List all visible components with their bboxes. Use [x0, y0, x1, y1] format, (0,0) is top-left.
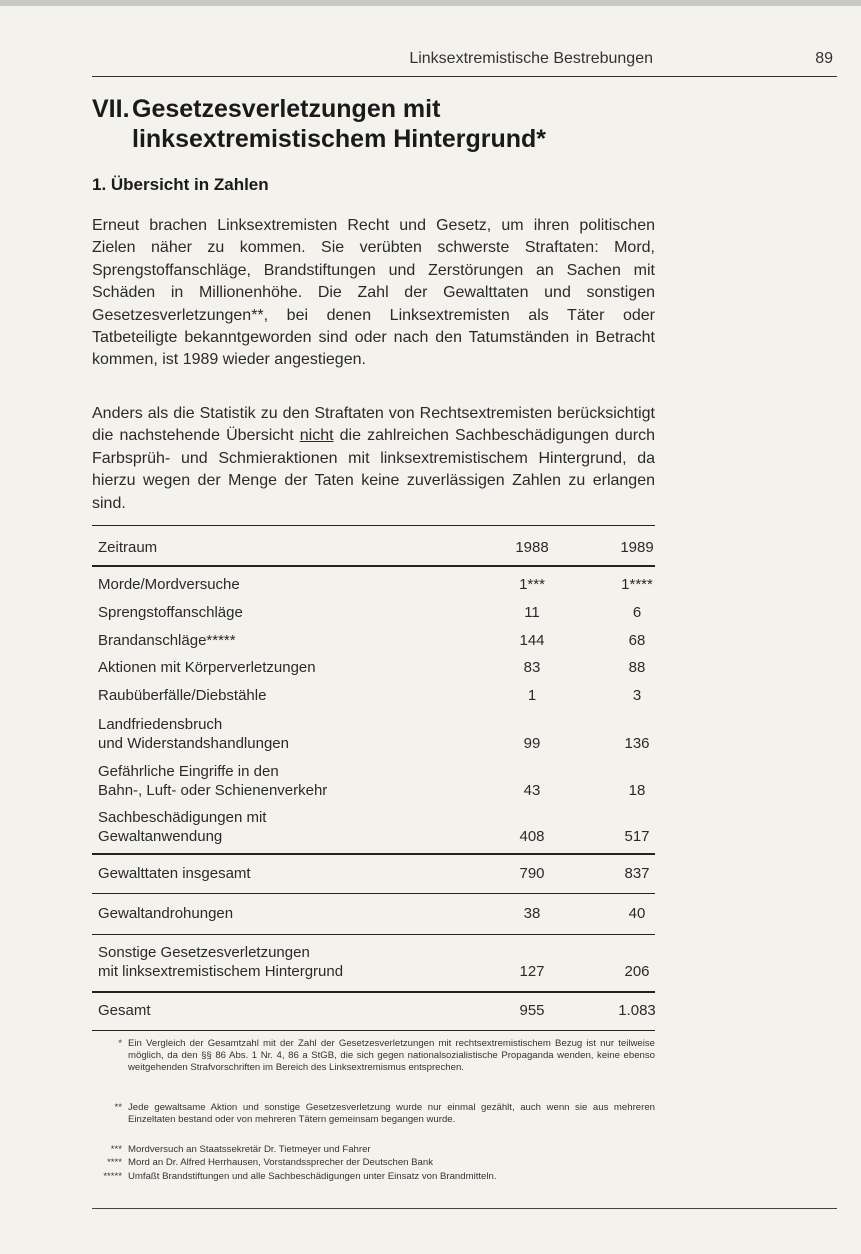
table-cell-1988: 1***	[519, 576, 545, 593]
footnote-text: Mord an Dr. Alfred Herrhausen, Vorstandssprecher der Deutschen Bank	[128, 1157, 434, 1168]
table-cell-1989: 40	[628, 905, 646, 922]
table-cell-1989: 68	[628, 632, 646, 649]
table-row-label: Gefährliche Eingriffe in den Bahn-, Luft- oder Schienenverkehr	[98, 763, 328, 799]
table-cell-1989: 3	[632, 687, 642, 704]
table-row-label: Gewaltandrohungen	[98, 905, 234, 922]
paragraph-scope-emphasis: nicht	[299, 427, 334, 445]
footnote-text: Ein Vergleich der Gesamtzahl mit der Zahl der Gesetzesverletzungen mit rechtsextremistischem Bezug ist nur teilweise möglich, da den §§ 86 Abs. 1 Nr. 4, 86 a StGB, die sich gegen nationalsozialistische Propaganda wenden, keine ebenso weitgehenden Strafvorschriften im Bereich des Linksextremismus entsprechen.	[128, 1038, 655, 1073]
table-rule	[92, 525, 655, 526]
table-row-label: Landfriedensbruch und Widerstandshandlungen	[98, 716, 289, 752]
table-row-label: Gesamt	[98, 1002, 151, 1019]
table-row-label: Gewalttaten insgesamt	[98, 865, 251, 882]
footnote-mark: ****	[107, 1157, 122, 1168]
table-row-label: Sonstige Gesetzesverletzungen mit linksextremistischem Hintergrund	[98, 944, 344, 980]
table-cell-1989: 88	[628, 659, 646, 676]
paragraph-scope	[92, 403, 655, 515]
table-header-label: Zeitraum	[98, 539, 158, 556]
table-cell-1988: 1	[527, 687, 537, 704]
table-cell-1989: 206	[624, 963, 650, 980]
footnote-mark: **	[114, 1102, 122, 1113]
footnote-text: Jede gewaltsame Aktion und sonstige Gesetzesverletzung wurde nur einmal gezählt, auch wenn sie aus mehreren Einzeltaten bestand oder von mehreren Tätern gemeinsam begangen wurde.	[128, 1102, 655, 1125]
table-cell-1988: 408	[519, 828, 545, 845]
running-header	[92, 46, 837, 77]
running-title: Linksextremistische Bestrebungen	[409, 50, 653, 67]
table-cell-1989: 18	[628, 782, 646, 799]
table-header-1989: 1989	[620, 539, 654, 556]
table-cell-1988: 955	[519, 1002, 545, 1019]
table-row-label: Aktionen mit Körperverletzungen	[98, 659, 316, 676]
table-row-label: Sachbeschädigungen mit Gewaltanwendung	[98, 809, 267, 845]
footnote-mark: *	[118, 1038, 122, 1049]
table-cell-1988: 43	[523, 782, 541, 799]
chapter-number: VII.	[92, 95, 130, 123]
footnote-mark: *****	[103, 1171, 122, 1182]
table-cell-1988: 83	[523, 659, 541, 676]
table-cell-1988: 790	[519, 865, 545, 882]
table-row-label: Morde/Mordversuche	[98, 576, 240, 593]
table-rule	[92, 853, 655, 855]
table-cell-1988: 38	[523, 905, 541, 922]
footnote-text: Umfaßt Brandstiftungen und alle Sachbeschädigungen unter Einsatz von Brandmitteln.	[128, 1171, 497, 1182]
table-rule	[92, 893, 655, 894]
paragraph-scope-before: Anders als die Statistik zu den Straftaten von Rechtsextremisten berücksichtigt die nachstehende Übersicht	[92, 405, 655, 445]
footnote-text: Mordversuch an Staatssekretär Dr. Tietmeyer und Fahrer	[128, 1144, 371, 1155]
table-row-label: Sprengstoffanschläge	[98, 604, 243, 621]
scan-edge	[0, 0, 861, 6]
table-cell-1988: 11	[524, 604, 540, 621]
table-header-1988: 1988	[515, 539, 549, 556]
table-rule	[92, 565, 655, 567]
table-cell-1989: 1****	[621, 576, 653, 593]
table-rule	[92, 934, 655, 935]
footnote-mark: ***	[110, 1144, 122, 1155]
table-rule	[92, 991, 655, 993]
paragraph-scope-after: die zahlreichen Sachbeschädigungen durch Farbsprüh- und Schmieraktionen mit linksextremistischem Hintergrund, da hierzu wegen der Menge der Taten keine zuverlässigen Zahlen zu erlangen sind.	[92, 427, 656, 512]
section-heading: 1. Übersicht in Zahlen	[92, 175, 269, 194]
table-cell-1989: 6	[632, 604, 642, 621]
chapter-title: Gesetzesverletzungen mit linksextremistischem Hintergrund*	[132, 95, 547, 153]
table-cell-1989: 837	[624, 865, 650, 882]
bottom-rule	[92, 1208, 837, 1209]
table-cell-1989: 1.083	[618, 1002, 656, 1019]
table-cell-1988: 99	[523, 735, 541, 752]
table-row-label: Brandanschläge*****	[98, 632, 236, 649]
table-cell-1989: 136	[624, 735, 650, 752]
table-row-label: Raubüberfälle/Diebstähle	[98, 687, 267, 704]
page-number: 89	[815, 50, 833, 67]
table-rule	[92, 1030, 655, 1031]
table-cell-1988: 127	[519, 963, 545, 980]
table-cell-1989: 517	[624, 828, 650, 845]
paragraph-intro: Erneut brachen Linksextremisten Recht und Gesetz, um ihren politischen Zielen näher zu kommen. Sie verübten schwerste Straftaten: Mord, Sprengstoffanschläge, Brandstiftungen und Zerstörungen an Sachen mit Schäden in Millionenhöhe. Die Zahl der Gewalttaten und sonstigen Gesetzesverletzungen**, bei denen Linksextremisten als Täter oder Tatbeteiligte bekanntgeworden sind oder nach den Tatumständen in Betracht kommen, ist 1989 wieder angestiegen.	[92, 217, 655, 369]
table-cell-1988: 144	[519, 632, 545, 649]
